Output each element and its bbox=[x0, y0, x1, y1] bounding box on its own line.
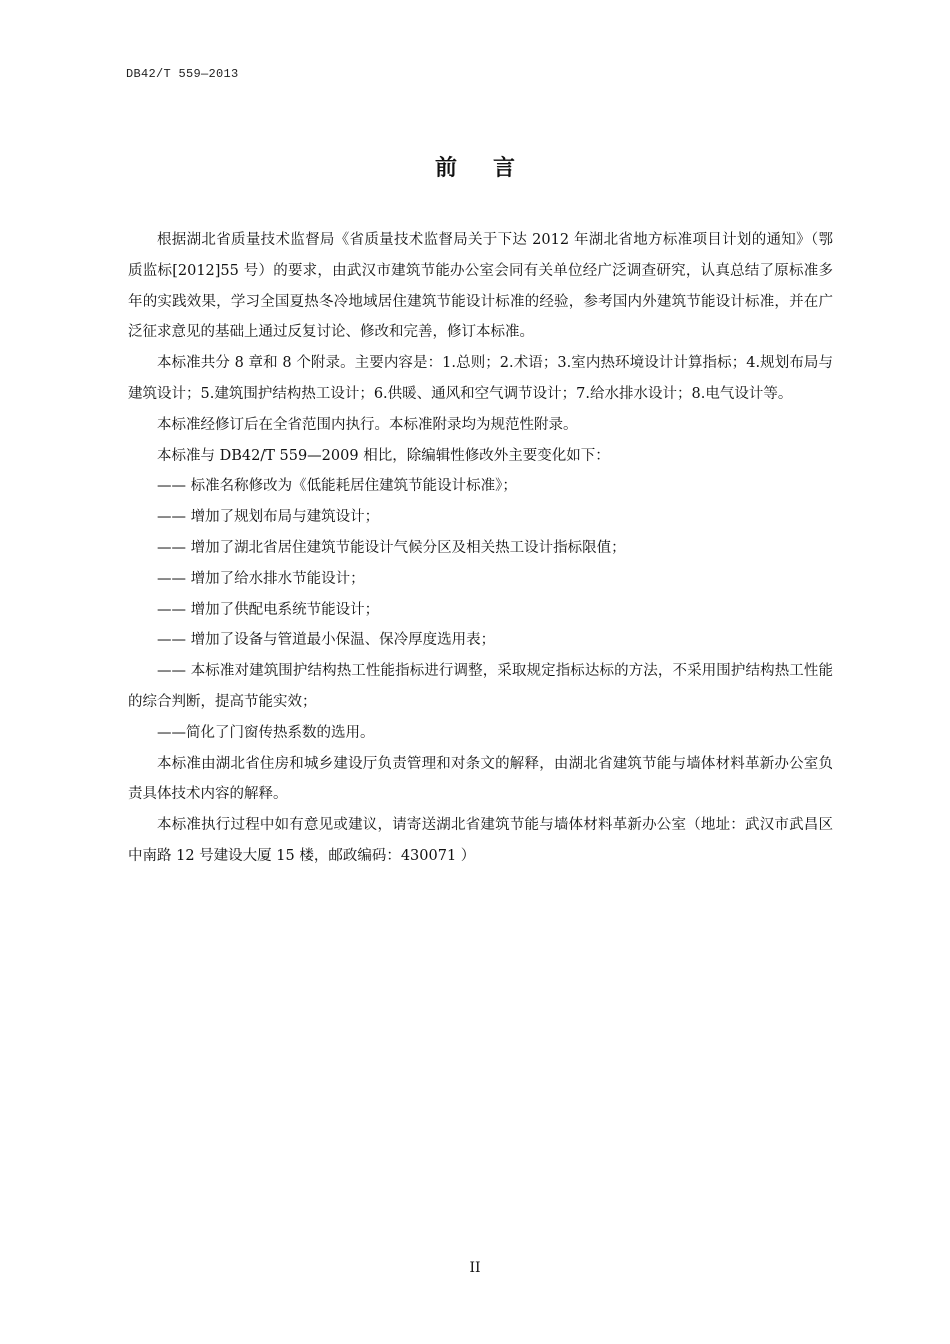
change-list-item: —— 增加了供配电系统节能设计； bbox=[157, 601, 380, 618]
change-list-item: —— 本标准对建筑围护结构热工性能指标进行调整，采取规定指标达标的方法，不采用围护结构热工性能的综合判断，提高节能实效； bbox=[128, 663, 833, 710]
paragraph: 本标准由湖北省住房和城乡建设厅负责管理和对条文的解释，由湖北省建筑节能与墙体材料革新办公室负责具体技术内容的解释。 bbox=[128, 755, 833, 803]
paragraph: 根据湖北省质量技术监督局《省质量技术监督局关于下达 2012 年湖北省地方标准项目计划的通知》（鄂质监标[2012]55 号）的要求，由武汉市建筑节能办公室会同有关单位经广泛调查研究，认真总结了原标准多年的实践效果，学习全国夏热冬冷地域居住建筑节能设计标准的经验，参考国内外建筑节能设计标准，并在广泛征求意见的基础上通过反复讨论、修改和完善，修订本标准。 bbox=[128, 232, 833, 341]
paragraph: 本标准共分 8 章和 8 个附录。主要内容是：1.总则；2.术语；3.室内热环境设计计算指标；4.规划布局与建筑设计；5.建筑围护结构热工设计；6.供暖、通风和空气调节设计；7.给水排水设计；8.电气设计等。 bbox=[128, 355, 833, 402]
change-list-item: —— 标准名称修改为《低能耗居住建筑节能设计标准》； bbox=[157, 478, 517, 495]
change-list-item: —— 增加了设备与管道最小保温、保冷厚度选用表； bbox=[157, 632, 496, 649]
change-list-item: ——简化了门窗传热系数的选用。 bbox=[157, 724, 375, 741]
change-list-item: —— 增加了湖北省居住建筑节能设计气候分区及相关热工设计指标限值； bbox=[157, 539, 626, 556]
preface-body bbox=[128, 225, 833, 872]
paragraph: 本标准与 DB42/T 559—2009 相比，除编辑性修改外主要变化如下： bbox=[157, 447, 610, 464]
page-number: II bbox=[469, 1260, 481, 1276]
page-title: 前言 bbox=[434, 156, 551, 181]
change-list-item: —— 增加了规划布局与建筑设计； bbox=[157, 509, 380, 526]
document-code: DB42/T 559—2013 bbox=[126, 67, 239, 81]
paragraph: 本标准执行过程中如有意见或建议，请寄送湖北省建筑节能与墙体材料革新办公室（地址：武汉市武昌区中南路 12 号建设大厦 15 楼，邮政编码：430071 ） bbox=[128, 817, 833, 864]
paragraph: 本标准经修订后在全省范围内执行。本标准附录均为规范性附录。 bbox=[157, 416, 578, 433]
change-list-item: —— 增加了给水排水节能设计； bbox=[157, 570, 365, 587]
